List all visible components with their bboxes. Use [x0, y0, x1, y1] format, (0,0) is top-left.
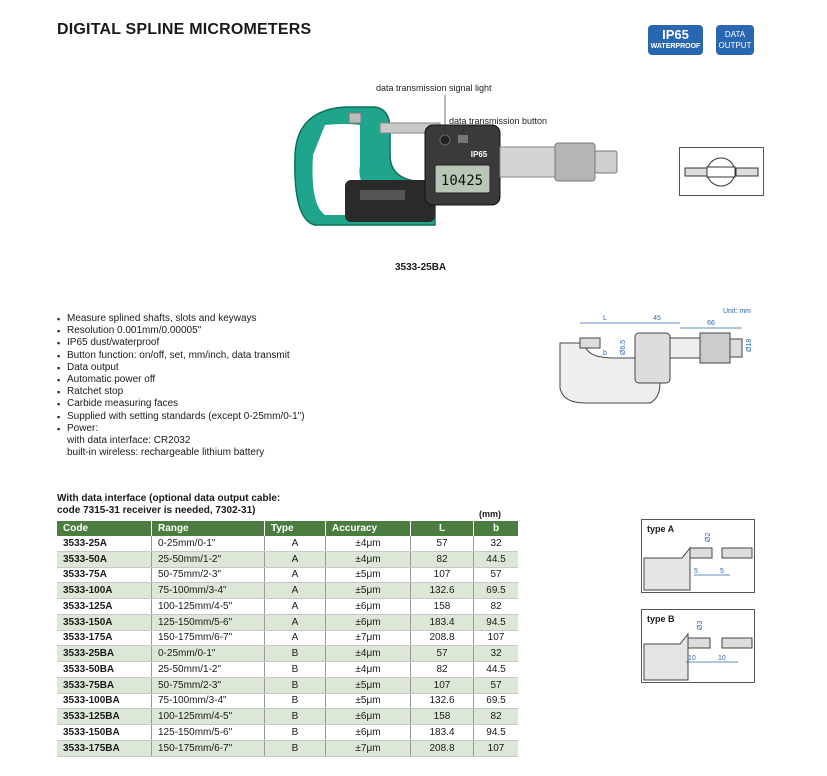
cell-l: 183.4 — [411, 614, 474, 630]
cell-code: 3533-50A — [57, 551, 152, 567]
cell-b: 94.5 — [474, 614, 519, 630]
cell-l: 107 — [411, 567, 474, 583]
cell-type: B — [265, 725, 326, 741]
cell-l: 132.6 — [411, 693, 474, 709]
cell-accuracy: ±6μm — [326, 599, 411, 615]
feature-item: ▪ Button function: on/off, set, mm/inch, data transmit — [57, 350, 305, 362]
feature-item: ▪ Resolution 0.001mm/0.00005" — [57, 325, 305, 337]
feature-item: ▪ Automatic power off — [57, 374, 305, 386]
cell-l: 82 — [411, 551, 474, 567]
thimble — [555, 143, 595, 181]
cell-code: 3533-75BA — [57, 677, 152, 693]
ip65-badge — [648, 25, 703, 55]
cell-code: 3533-150A — [57, 614, 152, 630]
cell-range: 75-100mm/3-4" — [152, 583, 265, 599]
cell-accuracy: ±7μm — [326, 740, 411, 756]
data-output-line2: OUTPUT — [718, 41, 752, 50]
cell-range: 100-125mm/4-5" — [152, 599, 265, 615]
col-accuracy: Accuracy — [326, 521, 411, 536]
cell-type: B — [265, 662, 326, 678]
feature-item: ▪ IP65 dust/waterproof — [57, 337, 305, 349]
cell-range: 125-150mm/5-6" — [152, 725, 265, 741]
unit-label: Unit: mm — [723, 308, 751, 315]
dim-dia18: Ø18 — [746, 338, 753, 352]
cell-b: 57 — [474, 677, 519, 693]
cell-b: 82 — [474, 709, 519, 725]
table-heading-line1: With data interface (optional data output cable: — [57, 493, 281, 504]
cell-code: 3533-100BA — [57, 693, 152, 709]
cell-b: 107 — [474, 740, 519, 756]
cell-type: A — [265, 551, 326, 567]
cell-code: 3533-50BA — [57, 662, 152, 678]
cell-b: 44.5 — [474, 551, 519, 567]
cell-code: 3533-125A — [57, 599, 152, 615]
type-b-drawing — [642, 610, 754, 682]
table-heading — [57, 493, 280, 517]
table-row — [57, 567, 518, 583]
col-code: Code — [57, 521, 152, 536]
cell-l: 208.8 — [411, 740, 474, 756]
dim-L: L — [603, 315, 607, 322]
table-row — [57, 551, 518, 567]
table-header-row — [57, 521, 518, 536]
type-a-dim2: 5 — [720, 568, 724, 575]
cell-code: 3533-175A — [57, 630, 152, 646]
cell-accuracy: ±4μm — [326, 551, 411, 567]
dim-45: 45 — [653, 315, 661, 322]
anvil — [349, 113, 361, 123]
power-detail-line: with data interface: CR2032 — [67, 435, 191, 446]
cell-accuracy: ±6μm — [326, 614, 411, 630]
type-a-panel — [641, 519, 755, 593]
cell-l: 132.6 — [411, 583, 474, 599]
drawing-display — [635, 333, 670, 383]
cell-range: 125-150mm/5-6" — [152, 614, 265, 630]
photo-caption: 3533-25BA — [395, 262, 447, 273]
feature-item: ▪ Data output — [57, 362, 305, 374]
table-row — [57, 662, 518, 678]
dim-66: 66 — [707, 320, 715, 327]
cell-range: 50-75mm/2-3" — [152, 567, 265, 583]
housing-ip65: IP65 — [470, 150, 488, 159]
table-row — [57, 583, 518, 599]
cell-code: 3533-75A — [57, 567, 152, 583]
drawing-thimble — [700, 333, 730, 363]
cell-b: 69.5 — [474, 583, 519, 599]
cell-code: 3533-125BA — [57, 709, 152, 725]
type-a-dim1: 5 — [694, 568, 698, 575]
cell-l: 57 — [411, 646, 474, 662]
table-row — [57, 630, 518, 646]
drawing-sleeve — [670, 338, 700, 358]
feature-item: ▪ Supplied with setting standards (except 0-25mm/0-1") — [57, 411, 305, 423]
cell-range: 0-25mm/0-1" — [152, 536, 265, 551]
cell-type: A — [265, 630, 326, 646]
table-row — [57, 614, 518, 630]
data-output-line1: DATA — [724, 30, 746, 39]
cell-range: 150-175mm/6-7" — [152, 630, 265, 646]
col-type: Type — [265, 521, 326, 536]
dim-b: b — [603, 350, 607, 357]
cell-type: B — [265, 677, 326, 693]
cell-accuracy: ±5μm — [326, 693, 411, 709]
dim-dia65: Ø6.5 — [620, 339, 627, 355]
spline-inset-drawing — [680, 148, 763, 195]
cell-range: 150-175mm/6-7" — [152, 740, 265, 756]
cell-code: 3533-175BA — [57, 740, 152, 756]
cell-type: A — [265, 583, 326, 599]
cell-range: 100-125mm/4-5" — [152, 709, 265, 725]
cell-b: 82 — [474, 599, 519, 615]
drawing-spindle — [580, 338, 600, 348]
sleeve — [500, 147, 555, 177]
cell-l: 158 — [411, 709, 474, 725]
features-list — [57, 313, 305, 435]
feature-item: ▪ Power: — [57, 423, 305, 435]
cell-type: B — [265, 709, 326, 725]
ip65-badge-sub: WATERPROOF — [650, 43, 701, 50]
brand-plate — [360, 190, 405, 200]
cell-l: 107 — [411, 677, 474, 693]
cell-range: 0-25mm/0-1" — [152, 646, 265, 662]
table-row — [57, 740, 518, 756]
table-row — [57, 709, 518, 725]
col-l: L — [411, 521, 474, 536]
cell-code: 3533-25BA — [57, 646, 152, 662]
table-row — [57, 677, 518, 693]
cell-b: 32 — [474, 536, 519, 551]
table-row — [57, 725, 518, 741]
table-row — [57, 536, 518, 551]
cell-l: 208.8 — [411, 630, 474, 646]
cell-range: 25-50mm/1-2" — [152, 662, 265, 678]
cell-code: 3533-100A — [57, 583, 152, 599]
cell-b: 32 — [474, 646, 519, 662]
type-b-dim2: 10 — [718, 655, 726, 662]
table-row — [57, 646, 518, 662]
cell-type: B — [265, 693, 326, 709]
type-b-panel — [641, 609, 755, 683]
table-row — [57, 693, 518, 709]
callout-transmission-button: data transmission button — [449, 116, 548, 126]
cell-accuracy: ±6μm — [326, 709, 411, 725]
cell-range: 75-100mm/3-4" — [152, 693, 265, 709]
transmit-button — [458, 135, 468, 143]
drawing-ratchet — [730, 339, 742, 357]
spec-table — [57, 521, 518, 757]
cell-type: B — [265, 646, 326, 662]
cell-l: 82 — [411, 662, 474, 678]
cell-b: 69.5 — [474, 693, 519, 709]
signal-light — [440, 135, 450, 145]
cell-accuracy: ±5μm — [326, 567, 411, 583]
cell-range: 50-75mm/2-3" — [152, 677, 265, 693]
type-a-drawing — [642, 520, 754, 592]
lcd-reading: 10425 — [440, 173, 484, 189]
power-detail-line: built-in wireless: rechargeable lithium battery — [67, 447, 265, 459]
cell-type: A — [265, 536, 326, 551]
cell-accuracy: ±4μm — [326, 536, 411, 551]
type-b-dia: Ø3 — [697, 620, 704, 630]
feature-item: ▪ Measure splined shafts, slots and keyways — [57, 313, 305, 325]
cell-b: 44.5 — [474, 662, 519, 678]
cell-accuracy: ±7μm — [326, 630, 411, 646]
callout-signal-light: data transmission signal light — [376, 83, 492, 93]
col-range: Range — [152, 521, 265, 536]
frame-grip — [345, 180, 435, 222]
type-a-label: type A — [647, 524, 675, 534]
type-a-dia: Ø2 — [705, 532, 712, 542]
power-details — [67, 435, 264, 459]
table-unit: (mm) — [479, 509, 501, 519]
ip65-badge-main: IP65 — [662, 27, 689, 42]
cell-type: A — [265, 614, 326, 630]
dimension-drawing — [555, 303, 760, 408]
cell-accuracy: ±6μm — [326, 725, 411, 741]
feature-item: ▪ Carbide measuring faces — [57, 398, 305, 410]
cell-type: A — [265, 567, 326, 583]
cell-accuracy: ±5μm — [326, 583, 411, 599]
cell-code: 3533-25A — [57, 536, 152, 551]
cell-l: 57 — [411, 536, 474, 551]
cell-b: 107 — [474, 630, 519, 646]
cell-accuracy: ±4μm — [326, 646, 411, 662]
cell-accuracy: ±5μm — [326, 677, 411, 693]
ratchet — [595, 151, 617, 173]
cell-type: B — [265, 740, 326, 756]
cell-type: A — [265, 599, 326, 615]
cell-l: 183.4 — [411, 725, 474, 741]
type-b-dim1: 10 — [688, 655, 696, 662]
spline-inset — [679, 147, 764, 196]
table-row — [57, 599, 518, 615]
cell-b: 57 — [474, 567, 519, 583]
table-heading-line2: code 7315-31 receiver is needed, 7302-31) — [57, 505, 256, 516]
cell-range: 25-50mm/1-2" — [152, 551, 265, 567]
cell-l: 158 — [411, 599, 474, 615]
page-title: DIGITAL SPLINE MICROMETERS — [57, 21, 312, 38]
cell-code: 3533-150BA — [57, 725, 152, 741]
data-output-badge — [716, 25, 754, 55]
cell-b: 94.5 — [474, 725, 519, 741]
feature-item: ▪ Ratchet stop — [57, 386, 305, 398]
col-b: b — [474, 521, 519, 536]
cell-accuracy: ±4μm — [326, 662, 411, 678]
type-b-label: type B — [647, 614, 675, 624]
